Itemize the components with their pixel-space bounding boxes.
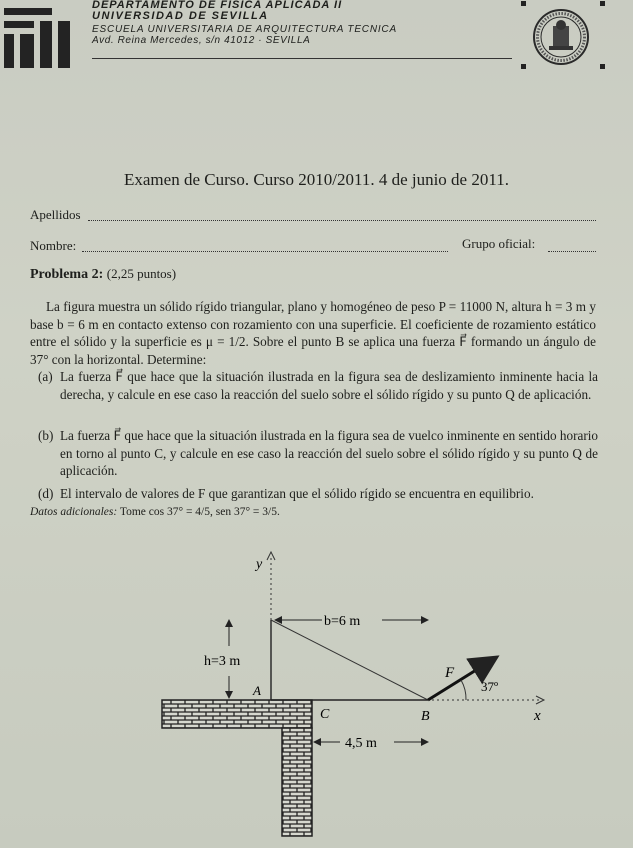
- corner-mark: [521, 64, 526, 69]
- point-c-label: C: [320, 707, 330, 722]
- ground-support: [282, 728, 312, 836]
- corner-mark: [600, 64, 605, 69]
- h-dimension-label: h=3 m: [204, 654, 241, 669]
- question-d: [38, 485, 598, 503]
- additional-data-label: Datos adicionales:: [30, 506, 118, 518]
- additional-data: [30, 506, 280, 518]
- problem-heading: [30, 266, 176, 283]
- force-label: F⃗: [445, 665, 466, 681]
- problem-figure: [0, 540, 633, 848]
- angle-label: 37º: [481, 679, 499, 694]
- grupo-label: Grupo oficial:: [462, 236, 536, 251]
- apellidos-field[interactable]: [88, 220, 596, 221]
- y-axis-label: y: [256, 557, 263, 572]
- point-a-label: A: [253, 683, 261, 698]
- point-b-label: B: [421, 709, 430, 724]
- question-label: (a): [38, 369, 53, 384]
- x-axis-label: x: [534, 708, 541, 724]
- question-text: La fuerza F⃗ que hace que la situación ilustrada en la figura sea de vuelco inminente en sentido horario en torno al punto C, y calcule en ese caso la reacción del suelo sobre el sólido rígido y su punto Q de aplicación.: [60, 428, 598, 478]
- problem-points: (2,25 puntos): [106, 266, 177, 281]
- department-name: DEPARTAMENTO DE FISICA APLICADA II: [92, 0, 343, 11]
- question-b: [38, 427, 598, 480]
- nombre-label: Nombre:: [30, 238, 77, 253]
- exam-title: Examen de Curso. Curso 2010/2011. 4 de junio de 2011.: [124, 170, 509, 189]
- apellidos-label: Apellidos: [30, 207, 81, 222]
- header-text: [92, 0, 397, 46]
- corner-mark: [521, 1, 526, 6]
- dist-dimension-label: 4,5 m: [345, 736, 377, 751]
- university-name: UNIVERSIDAD DE SEVILLA: [92, 10, 269, 22]
- additional-data-text: Tome cos 37° = 4/5, sen 37° = 3/5.: [119, 506, 280, 518]
- school-name: ESCUELA UNIVERSITARIA DE ARQUITECTURA TECNICA: [92, 24, 397, 35]
- question-text: La fuerza F⃗ que hace que la situación ilustrada en la figura sea de deslizamiento inminente hacia la derecha, y calcule en ese caso la reacción del suelo sobre el sólido rígido y su punto Q de aplicación.: [60, 369, 598, 402]
- question-label: (b): [38, 428, 54, 443]
- problem-statement: La figura muestra un sólido rígido triangular, plano y homogéneo de peso P = 11000 N, altura h = 3 m y base b = 6 m en contacto extenso con rozamiento con una superficie. El coeficiente de rozamiento estático entre el sólido y la superficie es μ = 1/2. Sobre el punto B se aplica una fuerza F⃗ formando un ángulo de 37° con la horizontal. Determine:: [30, 299, 596, 367]
- angle-arc: [461, 680, 466, 700]
- b-dimension-label: b=6 m: [324, 614, 361, 629]
- question-a: [38, 368, 598, 403]
- corner-mark: [600, 1, 605, 6]
- question-text: El intervalo de valores de F que garantizan que el sólido rígido se encuentra en equilibrio.: [60, 486, 534, 501]
- triangle-hypotenuse: [271, 620, 428, 700]
- ground-surface: [162, 700, 312, 728]
- department-logo: [2, 6, 74, 70]
- header-rule: [92, 58, 512, 59]
- grupo-field[interactable]: [548, 251, 596, 252]
- problem-number: Problema 2:: [30, 267, 104, 282]
- question-label: (d): [38, 486, 54, 501]
- address: Avd. Reina Mercedes, s/n 41012 · SEVILLA: [92, 35, 311, 46]
- nombre-field[interactable]: [82, 251, 448, 252]
- university-seal-icon: [532, 8, 590, 66]
